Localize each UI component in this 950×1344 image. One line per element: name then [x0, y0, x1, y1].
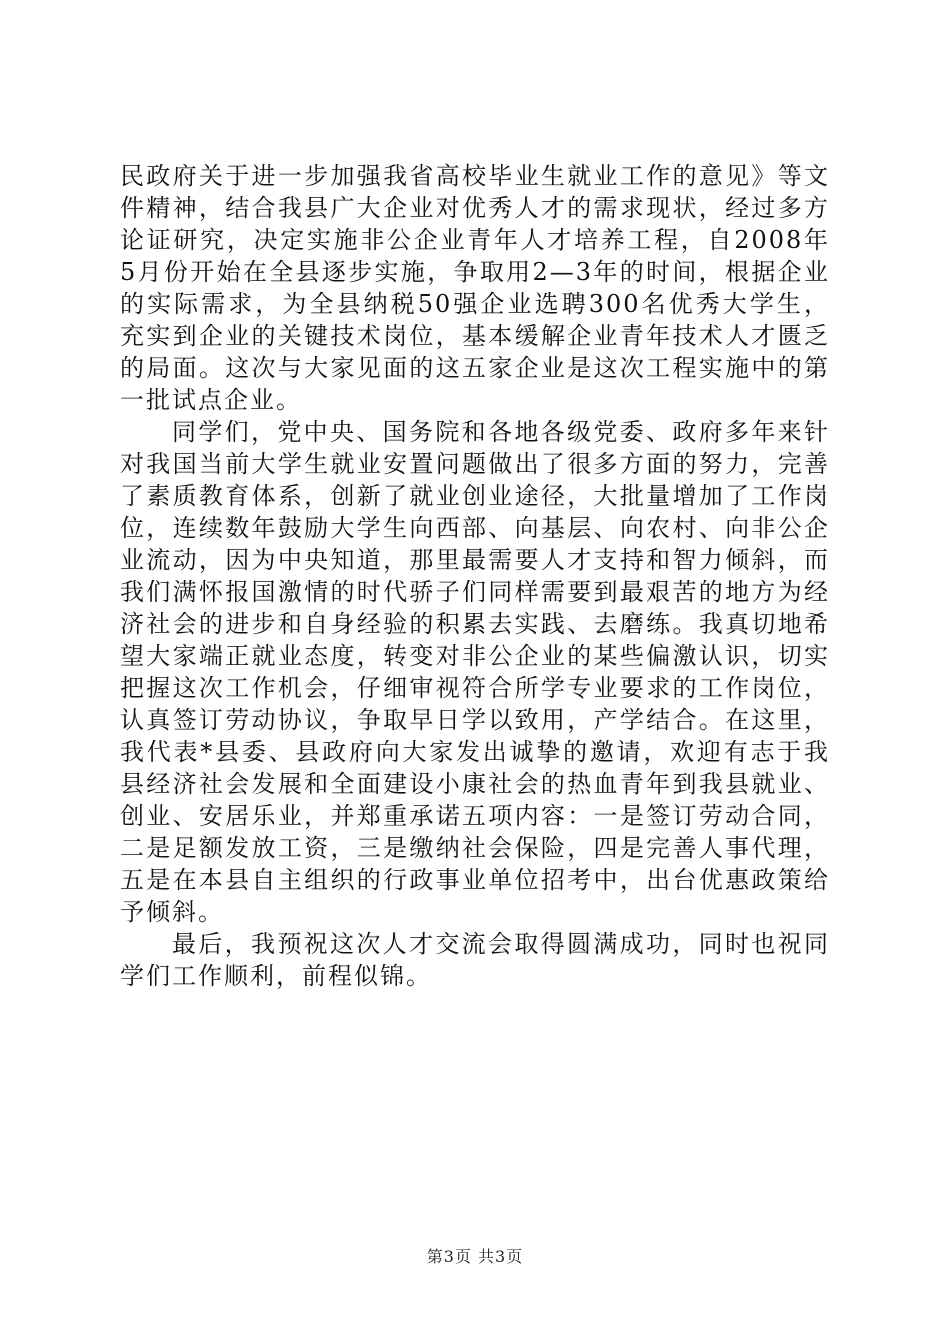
paragraph-2: 同学们，党中央、国务院和各地各级党委、政府多年来针对我国当前大学生就业安置问题做出了很多方面的努力，完善了素质教育体系，创新了就业创业途径，大批量增加了工作岗位，连续数年鼓励大学生向西部、向基层、向农村、向非公企业流动，因为中央知道，那里最需要人才支持和智力倾斜，而我们满怀报国激情的时代骄子们同样需要到最艰苦的地方为经济社会的进步和自身经验的积累去实践、去磨练。我真切地希望大家端正就业态度，转变对非公企业的某些偏激认识，切实把握这次工作机会，仔细审视符合所学专业要求的工作岗位，认真签订劳动协议，争取早日学以致用，产学结合。在这里，我代表*县委、县政府向大家发出诚挚的邀请，欢迎有志于我县经济社会发展和全面建设小康社会的热血青年到我县就业、创业、安居乐业，并郑重承诺五项内容：一是签订劳动合同，二是足额发放工资，三是缴纳社会保险，四是完善人事代理，五是在本县自主组织的行政事业单位招考中，出台优惠政策给予倾斜。	[120, 418, 830, 926]
page-footer: 第3页 共3页	[426, 1247, 524, 1266]
paragraph-3: 最后，我预祝这次人才交流会取得圆满成功，同时也祝同学们工作顺利，前程似锦。	[120, 930, 830, 990]
paragraph-1: 民政府关于进一步加强我省高校毕业生就业工作的意见》等文件精神，结合我县广大企业对优秀人才的需求现状，经过多方论证研究，决定实施非公企业青年人才培养工程，自2008年5月份开始在全县逐步实施，争取用2—3年的时间，根据企业的实际需求，为全县纳税50强企业选聘300名优秀大学生，充实到企业的关键技术岗位，基本缓解企业青年技术人才匮乏的局面。这次与大家见面的这五家企业是这次工程实施中的第一批试点企业。	[120, 162, 830, 414]
document-body	[120, 160, 830, 992]
